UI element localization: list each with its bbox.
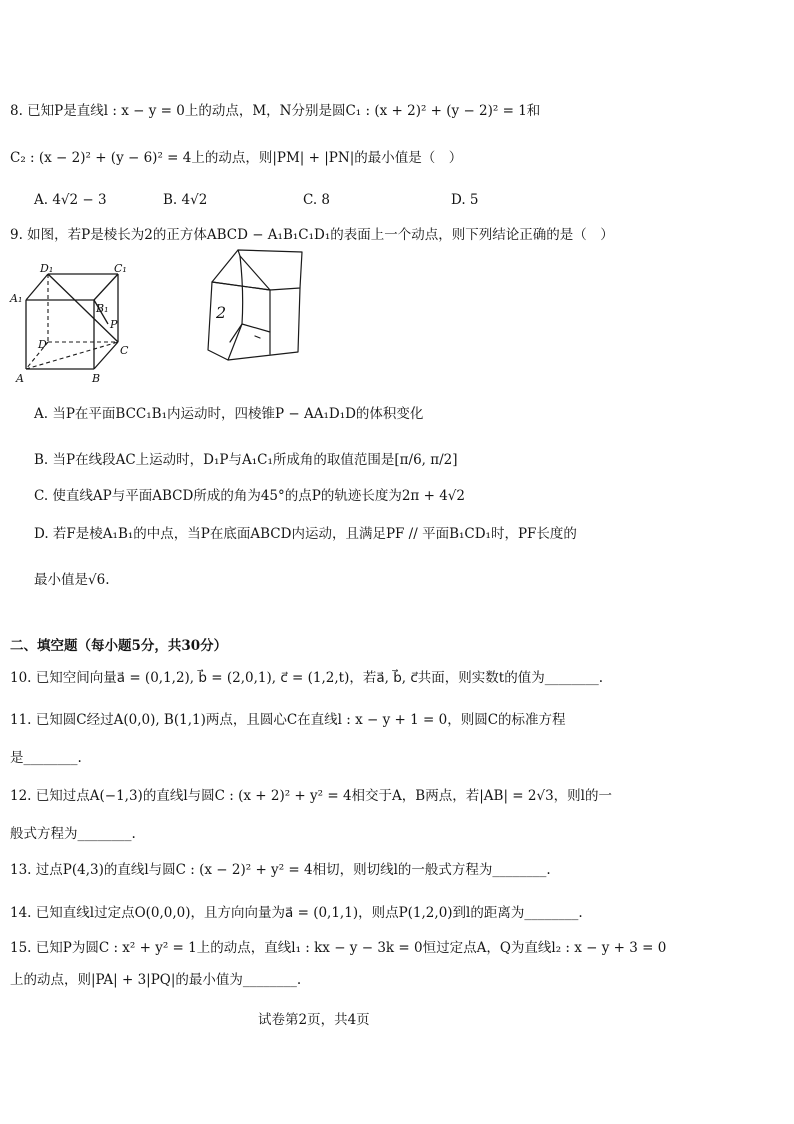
section2-title: 二、填空题（每小题5分，共30分） <box>10 638 228 654</box>
q9-option-d-line2: 最小值是√6. <box>34 572 110 588</box>
sketch-label-2: 2 <box>216 303 227 322</box>
q9-option-a: A. 当P在平面BCC₁B₁内运动时，四棱锥P − AA₁D₁D的体积变化 <box>34 406 424 422</box>
q10: 10. 已知空间向量a⃗ = (0,1,2), b⃗ = (2,0,1), c⃗ = (1,2,t)，若a⃗, b⃗, c⃗共面，则实数t的值为________. <box>10 670 604 686</box>
page-footer: 试卷第2页，共4页 <box>258 1012 370 1028</box>
q9-option-d-line1: D. 若F是棱A₁B₁的中点，当P在底面ABCD内运动，且满足PF // 平面B₁CD₁时，PF长度的 <box>34 526 577 542</box>
q8-stem-line2: C₂ : (x − 2)² + (y − 6)² = 4上的动点，则|PM| + |PN|的最小值是（ ） <box>10 150 463 166</box>
cube-label-b: B <box>92 372 101 385</box>
q8-option-b: B. 4√2 <box>163 192 208 208</box>
cube-label-a: A <box>16 372 24 385</box>
cube-label-d: D <box>38 338 47 351</box>
q9-stem: 9. 如图，若P是棱长为2的正方体ABCD − A₁B₁C₁D₁的表面上一个动点，则下列结论正确的是（ ） <box>10 227 614 243</box>
q12-line2: 般式方程为________. <box>10 826 136 842</box>
q9-option-b: B. 当P在线段AC上运动时，D₁P与A₁C₁所成角的取值范围是[π/6, π/2] <box>34 452 458 468</box>
q8-option-d: D. 5 <box>451 192 479 208</box>
q13: 13. 过点P(4,3)的直线l与圆C : (x − 2)² + y² = 4相切，则切线l的一般式方程为________. <box>10 862 551 878</box>
cube-label-p: P <box>110 318 118 331</box>
cube-figure <box>8 262 148 392</box>
cube-label-c: C <box>120 344 129 357</box>
q15-line1: 15. 已知P为圆C : x² + y² = 1上的动点，直线l₁ : kx − y − 3k = 0恒过定点A，Q为直线l₂ : x − y + 3 = 0 <box>10 940 667 956</box>
cube-label-d1: D₁ <box>40 262 54 275</box>
hand-sketch-figure <box>200 232 310 362</box>
cube-label-b1: B₁ <box>96 302 109 315</box>
q15-line2: 上的动点，则|PA| + 3|PQ|的最小值为________. <box>10 972 302 988</box>
q9-option-c: C. 使直线AP与平面ABCD所成的角为45°的点P的轨迹长度为2π + 4√2 <box>34 488 465 504</box>
q11-line2: 是________. <box>10 750 82 766</box>
q11-line1: 11. 已知圆C经过A(0,0), B(1,1)两点，且圆心C在直线l : x − y + 1 = 0，则圆C的标准方程 <box>10 712 566 728</box>
q8-stem-line1: 8. 已知P是直线l : x − y = 0上的动点，M，N分别是圆C₁ : (x + 2)² + (y − 2)² = 1和 <box>10 103 541 119</box>
q12-line1: 12. 已知过点A(−1,3)的直线l与圆C : (x + 2)² + y² = 4相交于A，B两点，若|AB| = 2√3，则l的一 <box>10 788 612 804</box>
q8-option-a: A. 4√2 − 3 <box>34 192 107 208</box>
cube-label-c1: C₁ <box>114 262 127 275</box>
cube-label-a1: A₁ <box>10 292 23 305</box>
q8-option-c: C. 8 <box>303 192 331 208</box>
q14: 14. 已知直线l过定点O(0,0,0)，且方向向量为a⃗ = (0,1,1)，则点P(1,2,0)到l的距离为________. <box>10 905 583 921</box>
